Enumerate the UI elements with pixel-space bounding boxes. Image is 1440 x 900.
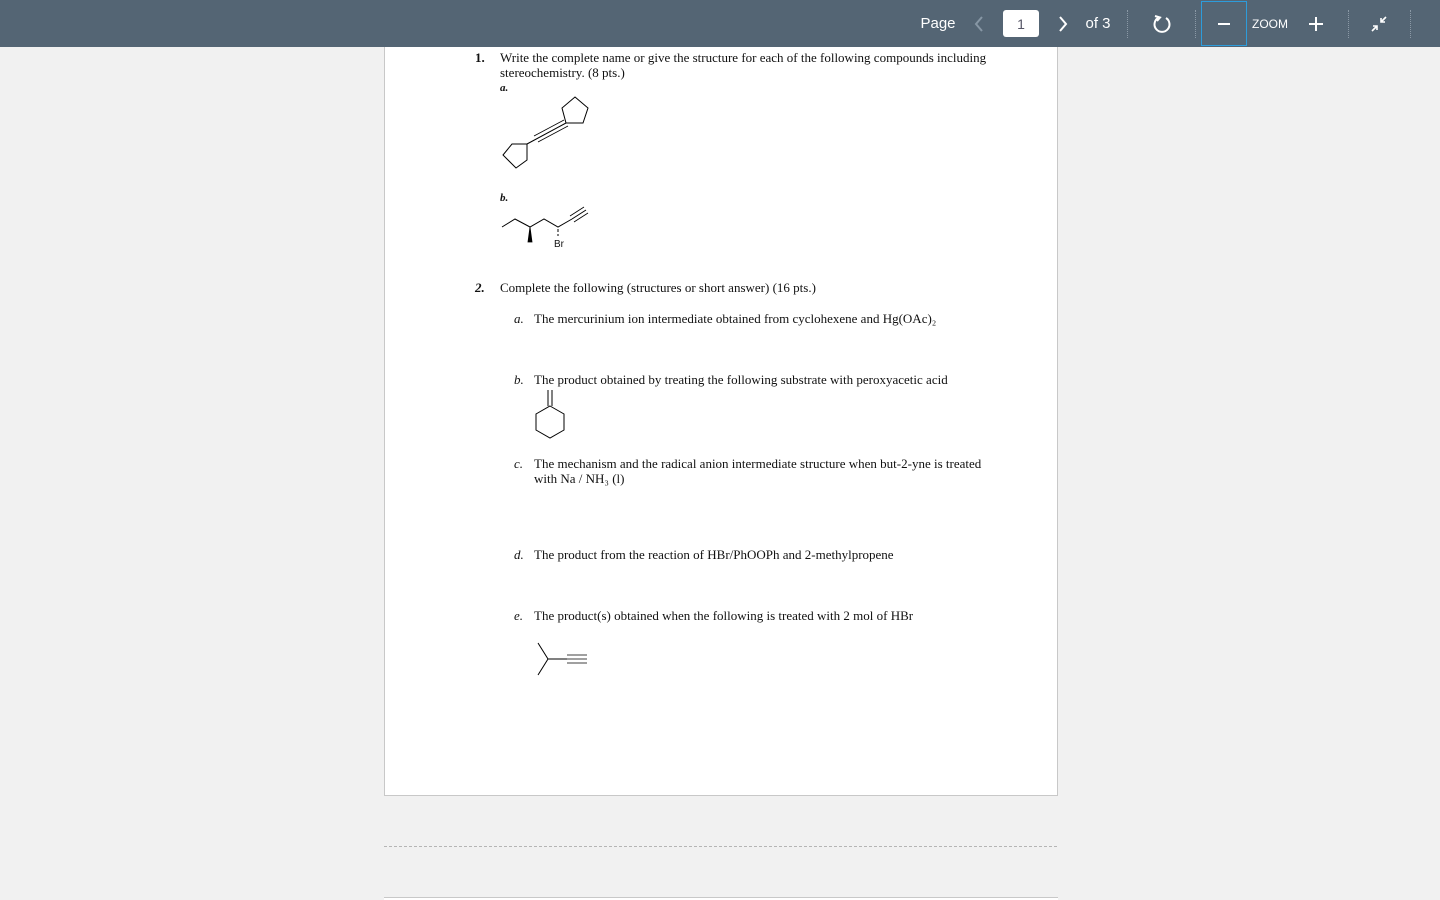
zoom-label: ZOOM bbox=[1252, 16, 1288, 31]
q1-number: 1. bbox=[475, 50, 485, 65]
q2c-text-line2: with Na / NH₃ (l) bbox=[534, 471, 625, 486]
q2b-label: b. bbox=[514, 372, 524, 387]
q1-text-line1: Write the complete name or give the structure for each of the following compounds including bbox=[500, 50, 987, 65]
q2a-label: a. bbox=[514, 311, 524, 326]
q2d-label: d. bbox=[514, 547, 524, 562]
page-separator bbox=[384, 846, 1057, 847]
bromine-label: Br bbox=[554, 239, 564, 250]
q2-text: Complete the following (structures or short answer) (16 pts.) bbox=[500, 280, 816, 295]
q2d-text: The product from the reaction of HBr/PhOOPh and 2-methylpropene bbox=[534, 547, 894, 562]
total-pages-label: of 3 bbox=[1085, 15, 1111, 32]
q2c-label: c. bbox=[514, 456, 524, 471]
q2b-text: The product obtained by treating the following substrate with peroxyacetic acid bbox=[534, 372, 948, 387]
q2-number: 2. bbox=[475, 280, 485, 295]
page-label: Page bbox=[920, 15, 956, 32]
q2e-label: e. bbox=[514, 608, 524, 623]
q2c-text-line1: The mechanism and the radical anion intermediate structure when but-2-yne is treated bbox=[534, 456, 982, 471]
q1a-label: a. bbox=[500, 82, 509, 94]
q1b-label: b. bbox=[500, 192, 509, 204]
q1-text-line2: stereochemistry. (8 pts.) bbox=[500, 65, 625, 80]
q2a-text: The mercurinium ion intermediate obtained from cyclohexene and Hg(OAc)₂ bbox=[534, 311, 937, 326]
q2e-text: The product(s) obtained when the following is treated with 2 mol of HBr bbox=[534, 608, 914, 623]
